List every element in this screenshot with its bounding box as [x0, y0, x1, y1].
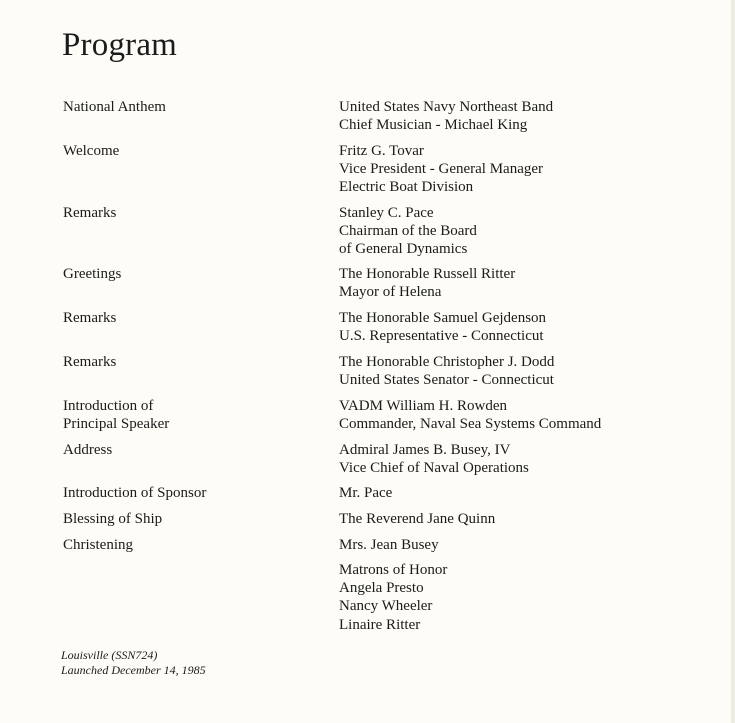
program-event: [63, 510, 313, 528]
event-line: Introduction of: [63, 398, 154, 414]
participant-line: Stanley C. Pace: [339, 205, 434, 221]
participant-line: United States Senator - Connecticut: [339, 372, 554, 389]
event-line: Christening: [63, 537, 133, 553]
participant-line: Linaire Ritter: [339, 616, 421, 633]
program-event: [63, 204, 313, 222]
participant-line: Mrs. Jean Busey: [339, 537, 439, 553]
participant-line: Vice Chief of Naval Operations: [339, 460, 529, 477]
participant-line: Mayor of Helena: [339, 284, 442, 301]
program-event: [63, 441, 313, 459]
program-participants: [339, 204, 719, 259]
program-participants: [339, 309, 719, 345]
participant-line: Admiral James B. Busey, IV: [339, 442, 511, 458]
footer-ship: Louisville (SSN724): [61, 648, 158, 662]
program-participants: [339, 142, 719, 197]
participant-line: Commander, Naval Sea Systems Command: [339, 416, 602, 433]
program-participants: [339, 510, 719, 528]
program-event: [63, 309, 313, 327]
event-line: Remarks: [63, 310, 117, 326]
program-participants: [339, 536, 719, 554]
program-participants: [339, 561, 719, 634]
footer-launch-date: Launched December 14, 1985: [61, 663, 206, 677]
event-line: Remarks: [63, 205, 117, 221]
program-event: [63, 397, 313, 433]
participant-line: Vice President - General Manager: [339, 161, 544, 178]
participant-line: The Honorable Christopher J. Dodd: [339, 354, 555, 370]
participant-line: The Honorable Samuel Gejdenson: [339, 310, 547, 326]
program-event: [63, 142, 313, 160]
event-line: Welcome: [63, 143, 120, 159]
participant-line: of General Dynamics: [339, 241, 468, 258]
program-participants: [339, 484, 719, 502]
participant-line: The Reverend Jane Quinn: [339, 511, 496, 527]
participant-line: Mr. Pace: [339, 485, 393, 501]
program-participants: [339, 98, 719, 134]
participant-line: Fritz G. Tovar: [339, 143, 424, 159]
participant-line: Chief Musician - Michael King: [339, 117, 528, 134]
event-line: Principal Speaker: [63, 416, 170, 432]
participant-line: U.S. Representative - Connecticut: [339, 328, 544, 345]
program-event: [63, 484, 313, 502]
participant-line: Chairman of the Board: [339, 223, 477, 240]
event-line: Address: [63, 442, 113, 458]
event-line: Greetings: [63, 266, 122, 282]
participant-line: Angela Presto: [339, 580, 424, 597]
program-event: [63, 265, 313, 283]
event-line: Introduction of Sponsor: [63, 485, 207, 501]
event-line: Remarks: [63, 354, 117, 370]
program-event: [63, 98, 313, 116]
program-participants: [339, 265, 719, 301]
participant-line: United States Navy Northeast Band: [339, 99, 554, 115]
program-participants: [339, 353, 719, 389]
program-participants: [339, 397, 719, 433]
event-line: National Anthem: [63, 99, 166, 115]
page-title: Program: [62, 27, 178, 63]
participant-line: Nancy Wheeler: [339, 598, 433, 615]
participant-line: Electric Boat Division: [339, 179, 474, 196]
participant-line: VADM William H. Rowden: [339, 398, 508, 414]
program-event: [63, 536, 313, 554]
program-event: [63, 353, 313, 371]
footer-caption: [61, 648, 206, 678]
participant-line: Matrons of Honor: [339, 562, 448, 578]
participant-line: The Honorable Russell Ritter: [339, 266, 516, 282]
program-participants: [339, 441, 719, 477]
event-line: Blessing of Ship: [63, 511, 163, 527]
